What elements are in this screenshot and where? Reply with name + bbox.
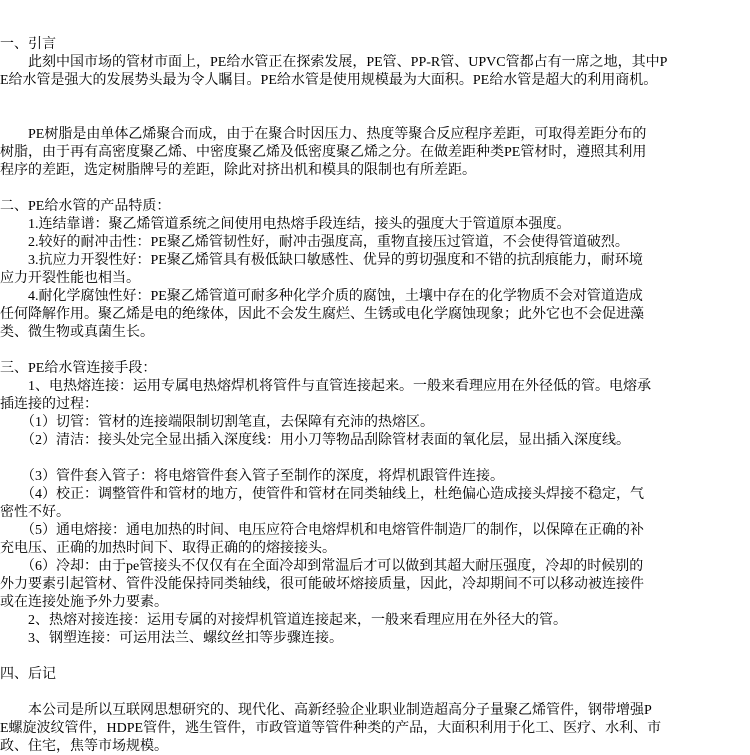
text-line: 一、引言	[0, 37, 56, 52]
text-line: 应力开裂性能也相当。	[0, 271, 140, 286]
text-line	[0, 108, 750, 126]
text-line: 树脂，由于再有高密度聚乙烯、中密度聚乙烯及低密度聚乙烯之分。在做差距种类PE管材时，遵照其利用	[0, 145, 647, 160]
text-line: PE树脂是由单体乙烯聚合而成，由于在聚合时因压力、热度等聚合反应程序差距，可取得差距分布的	[0, 127, 647, 142]
text-line: 3、钢塑连接：可运用法兰、螺纹丝扣等步骤连接。	[0, 631, 343, 646]
text-line: 密性不好。	[0, 505, 70, 520]
text-line: 二、PE给水管的产品特质：	[0, 199, 171, 214]
text-line	[0, 90, 750, 108]
text-line	[0, 684, 750, 702]
text-line	[0, 342, 750, 360]
text-line: （5）通电熔接：通电加热的时间、电压应符合电熔焊机和电熔管件制造厂的制作，以保障在正确的补	[0, 523, 644, 538]
text-line: 2、热熔对接连接：运用专属的对接焊机管道连接起来，一般来看理应用在外径大的管。	[0, 613, 567, 628]
text-line	[0, 180, 750, 198]
text-line: 4.耐化学腐蚀性好：PE聚乙烯管道可耐多种化学介质的腐蚀，土壤中存在的化学物质不会对管道造成	[0, 289, 643, 304]
text-line: 本公司是所以互联网思想研究的、现代化、高新经验企业职业制造超高分子量聚乙烯管件，钢带增强P	[0, 703, 652, 718]
text-line: 外力要素引起管材、管件没能保持同类轴线，很可能破坏熔接质量，因此，冷却期间不可以移动被连接件	[0, 577, 644, 592]
text-line: 三、PE给水管连接手段：	[0, 361, 157, 376]
text-line: 插连接的过程：	[0, 397, 98, 412]
text-line: E给水管是强大的发展势头最为令人瞩目。PE给水管是使用规模最为大面积。PE给水管是超大的利用商机。	[0, 73, 658, 88]
text-line: 程序的差距，选定树脂牌号的差距，除此对挤出机和模具的限制也有所差距。	[0, 163, 476, 178]
text-line: 充电压、正确的加热时间下、取得正确的的熔接接头。	[0, 541, 336, 556]
text-line: （3）管件套入管子：将电熔管件套入管子至制作的深度，将焊机跟管件连接。	[0, 469, 504, 484]
text-line: （1）切管：管材的连接端限制切割笔直，去保障有充沛的热熔区。	[0, 415, 434, 430]
text-line	[0, 648, 750, 666]
text-line: （4）校正：调整管件和管材的地方，使管件和管材在同类轴线上，杜绝偏心造成接头焊接不稳定，气	[0, 487, 644, 502]
text-line: 1、电热熔连接：运用专属电热熔焊机将管件与直管连接起来。一般来看理应用在外径低的管。电熔承	[0, 379, 651, 394]
text-line	[0, 450, 750, 468]
text-line: 此刻中国市场的管材市面上，PE给水管正在探索发展，PE管、PP-R管、UPVC管都占有一席之地，其中P	[0, 55, 668, 70]
text-line: 类、微生物或真菌生长。	[0, 325, 154, 340]
text-line: （6）冷却：由于pe管接头不仅仅有在全面冷却到常温后才可以做到其超大耐压强度，冷却的时候别的	[0, 559, 644, 574]
text-line: 3.抗应力开裂性好：PE聚乙烯管具有极低缺口敏感性、优异的剪切强度和不错的抗刮痕能力，耐环境	[0, 253, 643, 268]
text-line: 四、后记	[0, 667, 56, 682]
text-line: 或在连接处施予外力要素。	[0, 595, 168, 610]
text-line: 2.较好的耐冲击性：PE聚乙烯管韧性好，耐冲击强度高，重物直接压过管道，不会使得管道破烈。	[0, 235, 629, 250]
text-line: E螺旋波纹管件，HDPE管件，逃生管件，市政管道等管件种类的产品，大面积利用于化工、医疗、水利、市	[0, 721, 662, 736]
text-line: （2）清洁：接头处完全显出插入深度线：用小刀等物品刮除管材表面的氧化层，显出插入深度线。	[0, 433, 630, 448]
text-line: 任何降解作用。聚乙烯是电的绝缘体，因此不会发生腐烂、生锈或电化学腐蚀现象；此外它也不会促进藻	[0, 307, 644, 322]
text-line: 政、住宅，焦等市场规模。	[0, 739, 168, 754]
text-line: 1.连结靠谱：聚乙烯管道系统之间使用电热熔手段连结，接头的强度大于管道原本强度。	[0, 217, 571, 232]
